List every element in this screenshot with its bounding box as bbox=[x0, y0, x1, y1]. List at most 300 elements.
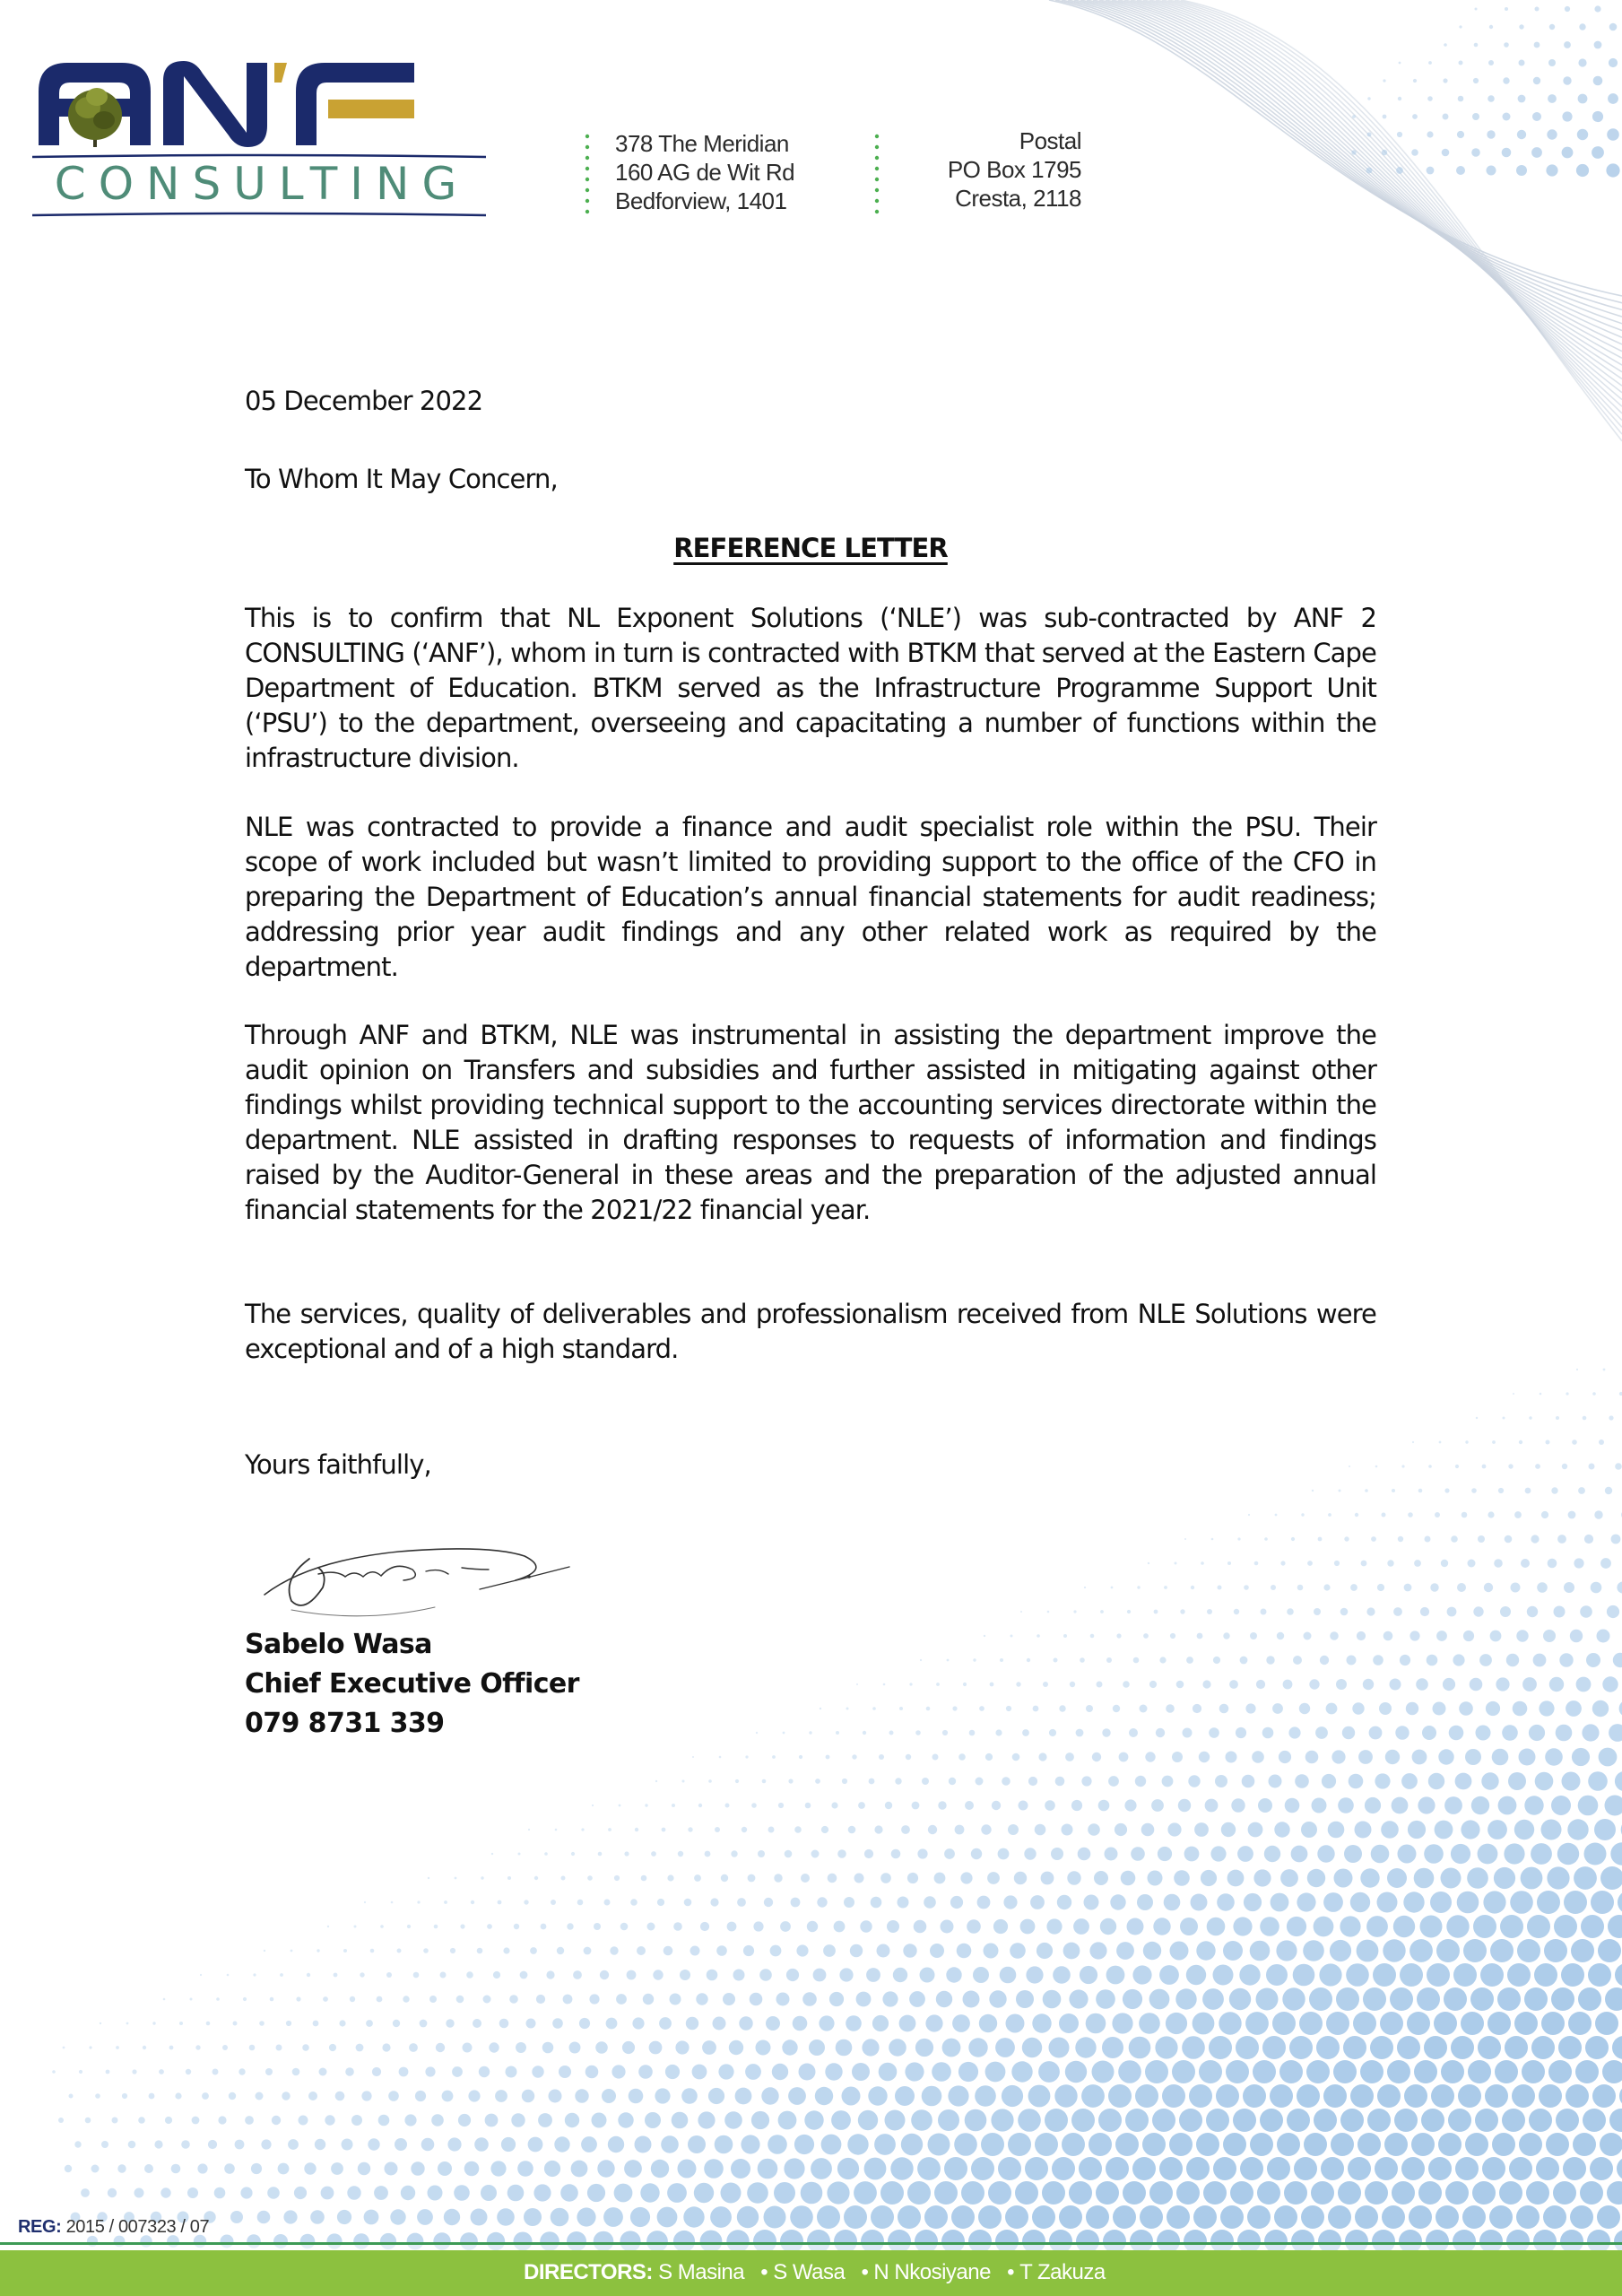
halftone-dot bbox=[1465, 2133, 1488, 2156]
halftone-dot bbox=[1250, 1632, 1257, 1639]
halftone-dot bbox=[672, 2112, 689, 2129]
decorative-dot bbox=[1535, 7, 1540, 12]
bullet-separator: • bbox=[861, 2260, 869, 2284]
halftone-dot bbox=[883, 1683, 886, 1686]
halftone-dot bbox=[454, 2185, 470, 2201]
halftone-dot bbox=[1444, 1488, 1449, 1492]
halftone-dot bbox=[1526, 2181, 1549, 2205]
halftone-dot bbox=[524, 1900, 528, 1904]
halftone-dot bbox=[1498, 1488, 1504, 1493]
halftone-dot bbox=[377, 1996, 383, 2003]
halftone-dot bbox=[126, 2022, 129, 2025]
halftone-dot bbox=[745, 2064, 761, 2080]
halftone-dot bbox=[1069, 1989, 1088, 2008]
decorative-dot bbox=[1606, 163, 1619, 177]
halftone-dot bbox=[759, 1969, 772, 1981]
halftone-dot bbox=[1262, 2036, 1286, 2059]
halftone-dot bbox=[737, 1898, 746, 1907]
halftone-dot bbox=[1473, 1606, 1483, 1616]
halftone-dot bbox=[533, 2184, 551, 2201]
halftone-dot bbox=[1433, 1702, 1446, 1716]
halftone-dot bbox=[635, 1828, 638, 1831]
halftone-dot bbox=[785, 1850, 793, 1858]
halftone-dot bbox=[1137, 1894, 1153, 1910]
halftone-dot bbox=[963, 1991, 980, 2008]
halftone-dot bbox=[179, 2022, 183, 2025]
halftone-dot bbox=[1073, 1610, 1076, 1613]
halftone-dot bbox=[1010, 1943, 1026, 1959]
halftone-dot bbox=[1245, 1703, 1255, 1713]
halftone-dot bbox=[1431, 2084, 1454, 2108]
halftone-dot bbox=[1420, 1607, 1429, 1616]
halftone-dot bbox=[877, 1944, 890, 1958]
halftone-dot bbox=[1463, 1939, 1487, 1962]
halftone-dot bbox=[1133, 1657, 1140, 1664]
halftone-dot bbox=[169, 2046, 174, 2050]
halftone-dot bbox=[1299, 2012, 1323, 2035]
halftone-dot bbox=[1522, 2060, 1545, 2083]
halftone-dot bbox=[1175, 1988, 1196, 2009]
halftone-dot bbox=[1336, 1679, 1347, 1690]
halftone-dot bbox=[850, 1944, 863, 1957]
halftone-dot bbox=[1113, 1705, 1120, 1712]
halftone-dot bbox=[1398, 1845, 1417, 1864]
halftone-dot bbox=[1116, 1633, 1121, 1638]
halftone-dot bbox=[1176, 2181, 1200, 2205]
decorative-dot bbox=[1517, 130, 1526, 139]
halftone-dot bbox=[222, 2045, 228, 2050]
halftone-dot bbox=[796, 1944, 808, 1956]
halftone-dot bbox=[1360, 1868, 1379, 1887]
halftone-dot bbox=[1164, 1586, 1167, 1589]
halftone-dot bbox=[678, 1851, 683, 1857]
halftone-dot bbox=[321, 2187, 334, 2200]
halftone-dot bbox=[1427, 1963, 1450, 1987]
halftone-dot bbox=[473, 2019, 481, 2028]
halftone-dot bbox=[1287, 1917, 1306, 1936]
halftone-dot bbox=[1531, 1843, 1552, 1865]
decorative-dot bbox=[1576, 164, 1589, 177]
halftone-dot bbox=[1363, 1987, 1386, 2011]
halftone-dot bbox=[1548, 1559, 1557, 1569]
halftone-dot bbox=[557, 1947, 564, 1954]
halftone-dot bbox=[727, 1922, 737, 1932]
decorative-dot bbox=[1427, 131, 1433, 137]
halftone-dot bbox=[1549, 1677, 1564, 1692]
halftone-dot bbox=[899, 2015, 916, 2032]
halftone-dot bbox=[766, 2016, 780, 2031]
halftone-dot bbox=[1366, 1607, 1375, 1615]
halftone-dot bbox=[725, 1804, 730, 1808]
halftone-dot bbox=[1240, 2157, 1263, 2180]
halftone-dot bbox=[308, 2092, 317, 2100]
halftone-dot bbox=[1284, 2181, 1307, 2205]
halftone-dot bbox=[74, 2141, 81, 2147]
halftone-dot bbox=[1294, 2157, 1317, 2180]
halftone-dot bbox=[1277, 2133, 1300, 2156]
halftone-dot bbox=[1514, 1820, 1534, 1839]
halftone-dot bbox=[589, 1994, 599, 2004]
halftone-dot bbox=[1589, 1464, 1595, 1470]
halftone-dot bbox=[577, 1900, 584, 1906]
halftone-dot bbox=[560, 2184, 578, 2202]
halftone-dot bbox=[1556, 1725, 1573, 1742]
halftone-dot bbox=[741, 2135, 759, 2153]
halftone-dot bbox=[444, 1900, 447, 1904]
halftone-dot bbox=[1113, 2205, 1136, 2229]
halftone-dot bbox=[1383, 1631, 1393, 1641]
halftone-dot bbox=[618, 2112, 633, 2127]
halftone-dot bbox=[1326, 1703, 1338, 1715]
halftone-dot bbox=[1455, 1773, 1472, 1790]
halftone-dot bbox=[1371, 1536, 1376, 1542]
halftone-dot bbox=[963, 1683, 967, 1686]
halftone-dot bbox=[774, 1874, 782, 1882]
halftone-dot bbox=[889, 2039, 906, 2057]
halftone-dot bbox=[995, 1729, 1002, 1735]
halftone-dot bbox=[1180, 1918, 1198, 1935]
logo-letter-f bbox=[296, 63, 414, 145]
halftone-dot bbox=[1053, 1966, 1071, 1984]
halftone-dot bbox=[1522, 1677, 1537, 1692]
halftone-dot bbox=[1398, 1536, 1403, 1542]
halftone-dot bbox=[175, 2092, 181, 2099]
halftone-dot bbox=[1303, 1940, 1324, 1961]
halftone-dot bbox=[958, 1753, 966, 1761]
halftone-dot bbox=[534, 1876, 538, 1880]
halftone-dot bbox=[1494, 1867, 1515, 1889]
halftone-dot bbox=[1457, 1583, 1466, 1592]
decorative-dot bbox=[1428, 61, 1432, 65]
halftone-dot bbox=[827, 2181, 849, 2204]
halftone-dot bbox=[645, 2112, 661, 2128]
halftone-dot bbox=[1478, 1535, 1485, 1543]
halftone-dot bbox=[1305, 1751, 1319, 1764]
halftone-dot bbox=[1115, 2133, 1139, 2156]
halftone-dot bbox=[1366, 1916, 1388, 1937]
halftone-dot bbox=[1318, 1537, 1323, 1542]
halftone-dot bbox=[1315, 1726, 1328, 1739]
halftone-dot bbox=[507, 2185, 525, 2202]
halftone-dot bbox=[1051, 1848, 1063, 1860]
decorative-dot bbox=[1459, 25, 1462, 28]
halftone-dot bbox=[1427, 1655, 1438, 1666]
decorative-dot bbox=[1594, 41, 1602, 49]
halftone-dot bbox=[1417, 1987, 1440, 2011]
halftone-dot bbox=[1355, 1513, 1358, 1517]
halftone-dot bbox=[657, 2207, 678, 2228]
halftone-dot bbox=[1218, 1586, 1222, 1590]
decorative-dot bbox=[1413, 79, 1417, 83]
halftone-dot bbox=[1014, 1872, 1027, 1884]
halftone-dot bbox=[1339, 1490, 1341, 1492]
halftone-dot bbox=[1507, 1963, 1531, 1987]
halftone-dot bbox=[1508, 1464, 1513, 1468]
letter-paragraph: The services, quality of deliverables and professionalism received from NLE Solutions were exceptional and of a high standard. bbox=[245, 1299, 1376, 1364]
decorative-dot bbox=[1503, 113, 1511, 121]
halftone-dot bbox=[546, 1970, 554, 1979]
halftone-dot bbox=[1226, 1752, 1237, 1763]
halftone-dot bbox=[1035, 1824, 1046, 1836]
halftone-dot bbox=[160, 2187, 170, 2197]
halftone-dot bbox=[1159, 2157, 1183, 2180]
halftone-dot bbox=[847, 2134, 868, 2154]
halftone-dot bbox=[735, 2088, 752, 2105]
halftone-dot bbox=[1414, 2060, 1437, 2083]
halftone-dot bbox=[1089, 2133, 1112, 2156]
letter-paragraph: Through ANF and BTKM, NLE was instrumental in assisting the department improve the audit opinion on Transfers and subsidies and further assisted in mitigating against other findings whilst providing technical support to the accounting services directorate within the department. NLE assisted in drafting responses to requests of information and findings raised by the Auditor-General in these areas and the preparation of the adjusted annual financial statements for the 2021/22 financial year. bbox=[245, 1020, 1376, 1225]
halftone-dot bbox=[283, 2210, 297, 2223]
halftone-dot bbox=[1445, 2181, 1469, 2205]
halftone-dot bbox=[464, 2161, 480, 2177]
halftone-dot bbox=[1125, 2109, 1149, 2132]
halftone-dot bbox=[696, 1993, 707, 2005]
halftone-dot bbox=[1580, 1605, 1592, 1618]
halftone-dot bbox=[1328, 1513, 1331, 1517]
halftone-dot bbox=[801, 2182, 823, 2205]
halftone-dot bbox=[1498, 1796, 1517, 1815]
halftone-dot bbox=[998, 1848, 1010, 1860]
halftone-dot bbox=[678, 2160, 697, 2179]
halftone-dot bbox=[758, 1850, 765, 1857]
halftone-dot bbox=[1540, 1393, 1542, 1396]
halftone-dot bbox=[1594, 1510, 1602, 1518]
halftone-dot bbox=[1196, 1941, 1215, 1960]
halftone-dot bbox=[1079, 2157, 1102, 2180]
halftone-dot bbox=[538, 2113, 552, 2127]
halftone-dot bbox=[1600, 1558, 1611, 1569]
halftone-dot bbox=[879, 2063, 898, 2082]
halftone-dot bbox=[361, 2091, 371, 2100]
halftone-dot bbox=[702, 2040, 716, 2055]
decorative-dot bbox=[1577, 129, 1588, 140]
halftone-dot bbox=[259, 2021, 265, 2026]
halftone-dot bbox=[498, 1900, 502, 1905]
halftone-dot bbox=[1135, 1776, 1146, 1787]
halftone-dot bbox=[1309, 1987, 1332, 2011]
halftone-dot bbox=[869, 1779, 875, 1785]
halftone-dot bbox=[516, 2042, 526, 2053]
halftone-dot bbox=[1011, 2061, 1032, 2082]
halftone-dot bbox=[1026, 1966, 1043, 1983]
halftone-dot bbox=[1216, 2084, 1239, 2108]
halftone-dot bbox=[395, 2138, 407, 2151]
halftone-dot bbox=[1032, 2205, 1055, 2229]
halftone-dot bbox=[1081, 2084, 1105, 2108]
halftone-dot bbox=[270, 1997, 274, 2002]
halftone-dot bbox=[310, 2210, 325, 2224]
halftone-dot bbox=[1176, 1681, 1184, 1689]
halftone-dot bbox=[1448, 2109, 1471, 2132]
halftone-dot bbox=[1436, 1631, 1447, 1641]
decorative-dot bbox=[1488, 95, 1495, 102]
halftone-dot bbox=[1536, 2157, 1559, 2180]
halftone-dot bbox=[889, 1731, 894, 1735]
halftone-dot bbox=[1543, 2205, 1566, 2229]
halftone-dot bbox=[1382, 2205, 1405, 2229]
halftone-dot bbox=[393, 2020, 400, 2027]
halftone-dot bbox=[1468, 1560, 1476, 1568]
letter-paragraph: NLE was contracted to provide a finance and audit specialist role within the PSU. Their scope of work included but wasn’t limited to providing support to the office of the CFO in preparing the Department of Education’s annual financial statements for audit readiness; addressing prior year audit findings and any other related work as required by the department. bbox=[245, 812, 1376, 982]
halftone-dot bbox=[1213, 1965, 1234, 1986]
halftone-dot bbox=[1561, 1963, 1584, 1987]
halftone-dot bbox=[1262, 1727, 1274, 1739]
halftone-dot bbox=[1223, 1632, 1229, 1639]
halftone-dot bbox=[1562, 1464, 1567, 1469]
halftone-dot bbox=[638, 2065, 653, 2079]
halftone-dot bbox=[514, 1924, 519, 1929]
decorative-dot bbox=[1548, 59, 1556, 66]
halftone-dot bbox=[358, 2162, 370, 2175]
halftone-dot bbox=[1269, 1775, 1282, 1788]
halftone-dot bbox=[1377, 1584, 1384, 1591]
halftone-dot bbox=[1295, 1774, 1309, 1788]
halftone-dot bbox=[1451, 1535, 1458, 1543]
halftone-dot bbox=[1546, 1440, 1550, 1445]
halftone-dot bbox=[1370, 2036, 1393, 2059]
halftone-dot bbox=[1291, 1846, 1308, 1863]
halftone-dot bbox=[1323, 2084, 1347, 2108]
halftone-dot bbox=[1524, 1987, 1548, 2011]
halftone-dot bbox=[1488, 1820, 1507, 1839]
halftone-dot bbox=[1186, 1965, 1206, 1985]
halftone-dot bbox=[624, 2160, 642, 2178]
halftone-dot bbox=[811, 2158, 832, 2179]
halftone-dot bbox=[1597, 1630, 1610, 1643]
halftone-dot bbox=[1568, 2012, 1592, 2035]
halftone-dot bbox=[915, 1730, 921, 1735]
halftone-dot bbox=[1461, 1820, 1479, 1839]
halftone-dot bbox=[686, 2017, 698, 2030]
halftone-dot bbox=[1438, 2133, 1462, 2156]
halftone-dot bbox=[735, 1779, 739, 1783]
halftone-dot bbox=[1548, 2060, 1572, 2083]
halftone-dot bbox=[374, 2186, 388, 2200]
halftone-dot bbox=[622, 2041, 635, 2054]
halftone-dot bbox=[438, 2161, 452, 2176]
halftone-dot bbox=[751, 1803, 757, 1808]
halftone-dot bbox=[960, 1872, 972, 1883]
halftone-dot bbox=[1349, 1774, 1364, 1789]
halftone-dot bbox=[1608, 1915, 1622, 1938]
halftone-dot bbox=[565, 2113, 579, 2127]
halftone-dot bbox=[1371, 1845, 1390, 1864]
halftone-dot bbox=[1393, 1607, 1402, 1616]
halftone-dot bbox=[1191, 1586, 1194, 1589]
halftone-dot bbox=[154, 2140, 162, 2148]
halftone-dot bbox=[1412, 1750, 1427, 1765]
halftone-dot bbox=[936, 1683, 940, 1686]
halftone-dot bbox=[347, 2186, 360, 2199]
halftone-dot bbox=[948, 2085, 968, 2106]
halftone-dot bbox=[1525, 1488, 1531, 1494]
halftone-dot bbox=[1234, 1609, 1239, 1614]
halftone-dot bbox=[1457, 1892, 1479, 1914]
halftone-dot bbox=[748, 1874, 756, 1883]
halftone-dot bbox=[1267, 2157, 1290, 2180]
halftone-dot bbox=[704, 2159, 724, 2179]
halftone-dot bbox=[530, 1947, 537, 1954]
signer-title: Chief Executive Officer bbox=[245, 1668, 579, 1700]
halftone-dot bbox=[1564, 1582, 1574, 1593]
halftone-dot bbox=[817, 1897, 827, 1907]
halftone-dot bbox=[879, 1754, 884, 1760]
halftone-dot bbox=[1380, 2012, 1403, 2035]
halftone-dot bbox=[483, 1996, 491, 2004]
registration-label: REG: bbox=[18, 2217, 62, 2237]
halftone-dot bbox=[1239, 1964, 1260, 1985]
halftone-dot bbox=[1320, 1656, 1329, 1665]
halftone-dot bbox=[1444, 1796, 1462, 1814]
halftone-dot bbox=[928, 1825, 937, 1834]
halftone-dot bbox=[926, 1707, 931, 1711]
halftone-dot bbox=[683, 2206, 704, 2227]
decorative-dot bbox=[1398, 97, 1401, 100]
halftone-dot bbox=[1162, 2084, 1185, 2108]
halftone-dot bbox=[1326, 2012, 1349, 2035]
halftone-dot bbox=[872, 2015, 889, 2031]
halftone-dot bbox=[1046, 1918, 1062, 1934]
decorative-dot bbox=[1475, 8, 1478, 11]
halftone-dot bbox=[1149, 1989, 1170, 2010]
halftone-dot bbox=[503, 1947, 509, 1953]
halftone-dot bbox=[1288, 1726, 1300, 1738]
halftone-dot bbox=[108, 2188, 117, 2197]
decorative-dot bbox=[1472, 113, 1479, 120]
halftone-dot bbox=[895, 2086, 915, 2106]
halftone-dot bbox=[1414, 1560, 1421, 1567]
halftone-dot bbox=[1529, 1725, 1545, 1741]
halftone-dot bbox=[1541, 2012, 1565, 2035]
halftone-dot bbox=[782, 2039, 797, 2055]
halftone-dot bbox=[597, 2160, 614, 2177]
halftone-dot bbox=[1022, 1729, 1029, 1736]
halftone-dot bbox=[1248, 1822, 1263, 1838]
halftone-dot bbox=[1496, 1677, 1509, 1691]
halftone-dot bbox=[1129, 1728, 1138, 1737]
halftone-dot bbox=[1478, 2036, 1501, 2059]
halftone-dot bbox=[1539, 1700, 1554, 1716]
halftone-dot bbox=[1564, 1891, 1587, 1914]
halftone-dot bbox=[1473, 1915, 1496, 1938]
halftone-dot bbox=[751, 2111, 769, 2129]
halftone-dot bbox=[1447, 1607, 1457, 1617]
halftone-dot bbox=[1610, 1842, 1622, 1865]
halftone-dot bbox=[1471, 1796, 1489, 1814]
halftone-dot bbox=[1270, 2084, 1293, 2108]
halftone-dot bbox=[577, 2207, 595, 2226]
halftone-dot bbox=[756, 1732, 758, 1734]
halftone-dot bbox=[836, 1731, 839, 1735]
halftone-dot bbox=[772, 2064, 788, 2080]
halftone-dot bbox=[1591, 1891, 1614, 1914]
halftone-dot bbox=[1209, 1727, 1219, 1738]
halftone-dot bbox=[710, 1898, 718, 1906]
halftone-dot bbox=[1609, 1724, 1622, 1742]
halftone-dot bbox=[579, 2018, 590, 2029]
halftone-dot bbox=[1480, 1963, 1504, 1987]
halftone-dot bbox=[882, 1991, 898, 2006]
halftone-dot bbox=[1481, 1772, 1498, 1789]
decorative-dot bbox=[1456, 166, 1465, 175]
decorative-dot bbox=[1351, 150, 1356, 154]
logo-rule-top bbox=[32, 155, 486, 157]
halftone-dot bbox=[673, 1922, 682, 1931]
halftone-dot bbox=[356, 2044, 364, 2052]
halftone-dot bbox=[532, 2066, 543, 2077]
halftone-dot bbox=[624, 1851, 629, 1856]
decorative-dot bbox=[1444, 43, 1447, 47]
